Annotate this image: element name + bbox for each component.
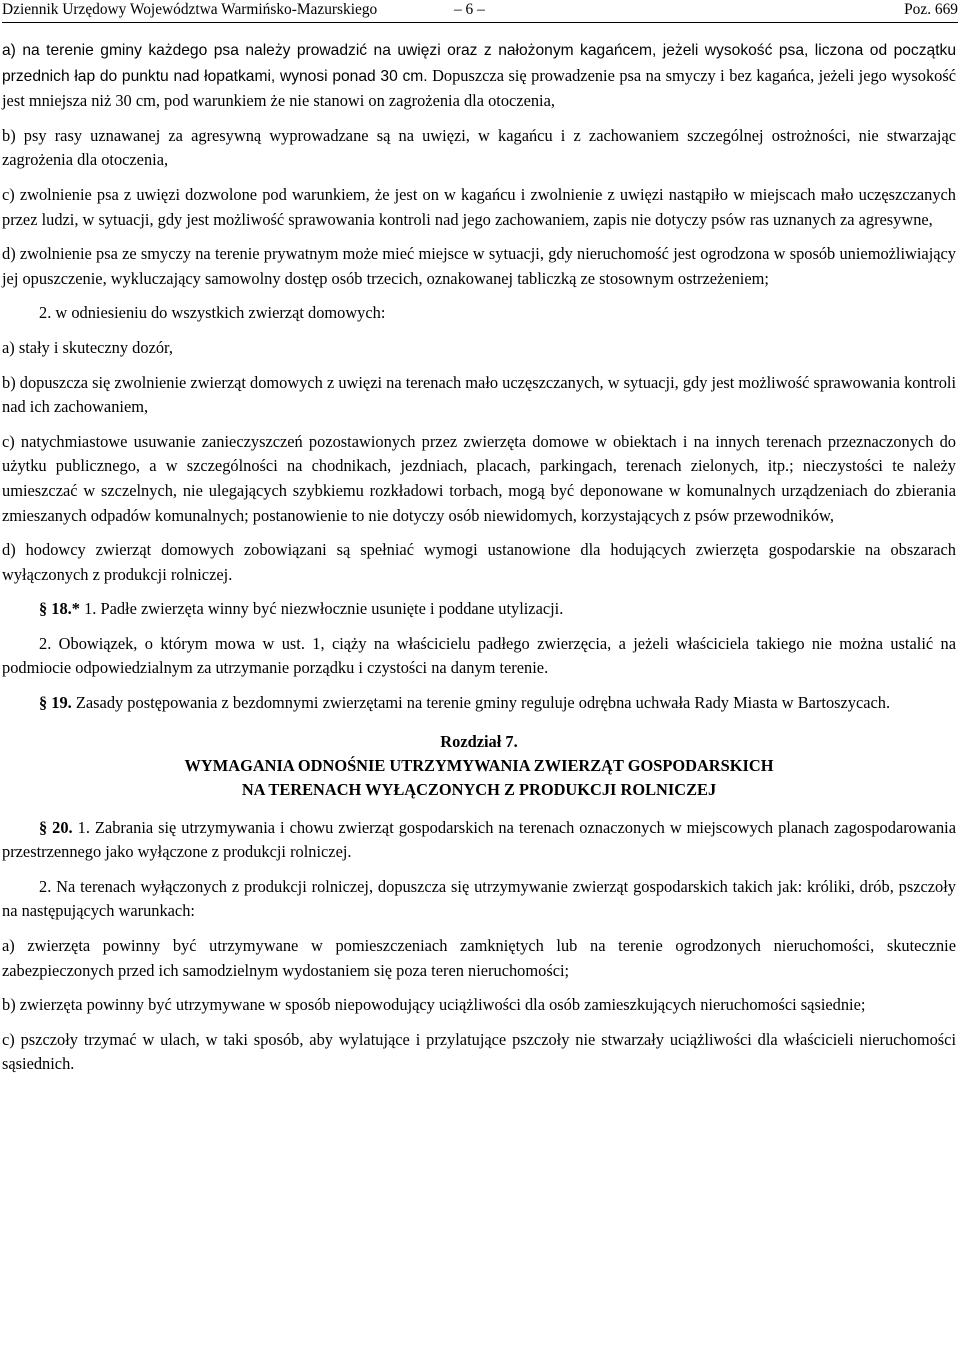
page-number: – 6 –: [454, 1, 485, 18]
paragraph-dog-b: b) psy rasy uznawanej za agresywną wyprowadzane są na uwięzi, w kagańcu i z zachowaniem szczególnej ostrożności, nie stwarzając zagrożenia dla otoczenia,: [2, 125, 956, 170]
section-20-number: § 20.: [39, 817, 73, 837]
paragraph-all-d: d) hodowcy zwierząt domowych zobowiązani są spełniać wymogi ustanowione dla hodujących zwierzęta gospodarskie na obszarach wyłączonych z produkcji rolniczej.: [2, 540, 956, 584]
section-18-number: § 18.*: [39, 599, 80, 619]
paragraph-point-2: 2. w odniesieniu do wszystkich zwierząt domowych:: [39, 303, 386, 323]
section-19-number: § 19.: [39, 693, 72, 713]
dog-a-part1: a) na terenie gminy każdego psa należy prowadzić na uwięzi oraz z nałożonym kagańcem, jeżeli wysokość psa, liczona od początku przednich łap do punktu nad łopatkami, wynosi ponad 30 cm.: [2, 42, 956, 85]
paragraph-all-a: a) stały i skuteczny dozór,: [2, 337, 173, 357]
paragraph-farm-a: a) zwierzęta powinny być utrzymywane w pomieszczeniach zamkniętych lub na terenie ogrodzonych nieruchomości, skutecznie zabezpieczonych przed ich samodzielnym wydostaniem się poza teren nieruchomości;: [2, 936, 956, 980]
section-20-p2: 2. Na terenach wyłączonych z produkcji rolniczej, dopuszcza się utrzymywanie zwierząt gospodarskich takich jak: króliki, drób, pszczoły na następujących warunkach:: [2, 876, 956, 921]
section-18-text-1: 1. Padłe zwierzęta winny być niezwłocznie usunięte i poddane utylizacji.: [79, 599, 564, 619]
paragraph-all-c: c) natychmiastowe usuwanie zanieczyszczeń pozostawionych przez zwierzęta domowe w obiektach i na innych terenach przeznaczonych do użytku publicznego, a w szczególności na chodnikach, jezdniach, placach, parkingach, terenach zielonych, itp.; nieczystości te należy umieszczać w szczelnych, nie ulegających szybkiemu rozkładowi torbach, mogą być deponowane w komunalnych urządzeniach do zbierania zmieszanych odpadów komunalnych; postanowienie to nie dotyczy osób niewidomych, korzystających z psów przewodników,: [2, 431, 956, 525]
paragraph-dog-a: [2, 38, 956, 114]
paragraph-farm-b: b) zwierzęta powinny być utrzymywane w sposób niepowodujący uciążliwości dla osób zamieszkujących nieruchomości sąsiednie;: [2, 995, 866, 1015]
chapter-label: Rozdział 7.: [440, 731, 518, 751]
section-19-text: Zasady postępowania z bezdomnymi zwierzętami na terenie gminy reguluje odrębna uchwała Rady Miasta w Bartoszycach.: [71, 693, 891, 713]
page-header: [2, 0, 958, 23]
paragraph-farm-c: c) pszczoły trzymać w ulach, w taki sposób, aby wylatujące i przylatujące pszczoły nie stwarzały uciążliwości dla właścicieli nieruchomości sąsiednich.: [2, 1029, 956, 1074]
dog-a-part2: Dopuszcza się prowadzenie psa na smyczy i bez kagańca, jeżeli jego wysokość jest mniejsza niż 30 cm, pod warunkiem że nie stanowi on zagrożenia dla otoczenia,: [2, 65, 956, 111]
chapter-title-line-1: WYMAGANIA ODNOŚNIE UTRZYMYWANIA ZWIERZĄT GOSPODARSKICH: [184, 755, 774, 775]
section-20-text-1: 1. Zabrania się utrzymywania i chowu zwierząt gospodarskich na terenach oznaczonych w miejscowych planach zagospodarowania przestrzennego jako wyłączone z produkcji rolniczej.: [2, 817, 957, 862]
section-19: [2, 691, 956, 716]
section-18-p1: [2, 597, 956, 622]
journal-title: Dziennik Urzędowy Województwa Warmińsko-Mazurskiego: [2, 1, 378, 18]
document-body: [2, 38, 956, 1087]
paragraph-dog-d: d) zwolnienie psa ze smyczy na terenie prywatnym może mieć miejsce w sytuacji, gdy nieruchomość jest ogrodzona w sposób uniemożliwiający jej opuszczenie, wykluczający samowolny dostęp osób trzecich, oznakowanej tabliczką ze stosownym ostrzeżeniem;: [2, 244, 956, 288]
paragraph-dog-c: c) zwolnienie psa z uwięzi dozwolone pod warunkiem, że jest on w kagańcu i zwolnienie z uwięzi nastąpiło w miejscach mało uczęszczanych przez ludzi, w sytuacji, gdy jest możliwość sprawowania kontroli nad jego zachowaniem, zapis nie dotyczy psów ras uznanych za agresywne,: [2, 184, 956, 229]
chapter-title-line-2: NA TERENACH WYŁĄCZONYCH Z PRODUKCJI ROLNICZEJ: [241, 779, 717, 799]
chapter-heading: [2, 730, 956, 802]
paragraph-all-b: b) dopuszcza się zwolnienie zwierząt domowych z uwięzi na terenach mało uczęszczanych, w sytuacji, gdy jest możliwość sprawowania kontroli nad ich zachowaniem,: [2, 372, 956, 417]
section-20-p1: [2, 816, 956, 865]
position-number: Poz. 669: [904, 1, 958, 18]
section-18-p2: 2. Obowiązek, o którym mowa w ust. 1, ciąży na właścicielu padłego zwierzęcia, a jeżeli właściciela takiego nie można ustalić na podmiocie odpowiedzialnym za utrzymanie porządku i czystości na danym terenie.: [2, 633, 956, 678]
